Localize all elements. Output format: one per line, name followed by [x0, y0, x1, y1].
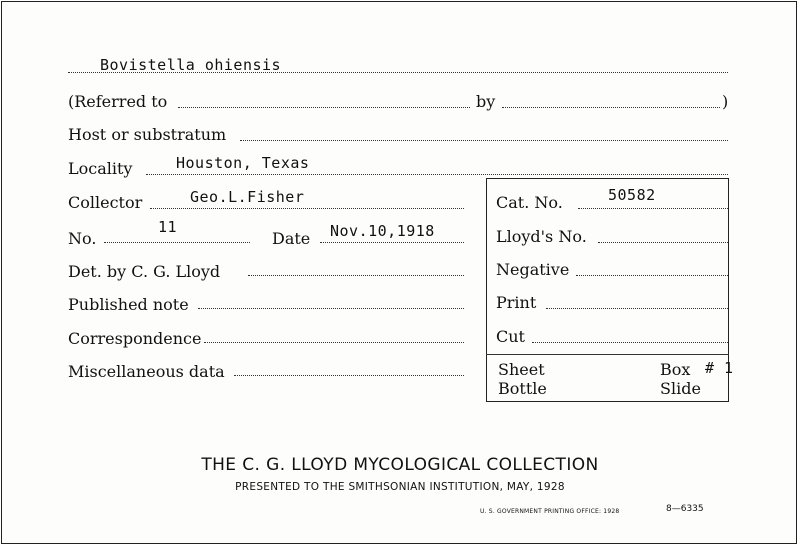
collection-subtitle: PRESENTED TO THE SMITHSONIAN INSTITUTION, MAY, 1928 [235, 481, 565, 493]
negative-label: Negative [496, 260, 570, 279]
cat-no-line [578, 208, 728, 209]
close-paren: ) [722, 92, 729, 111]
by-label: by [476, 92, 496, 111]
bottle-label: Bottle [498, 379, 547, 398]
referred-to-label: (Referred to [68, 92, 168, 111]
locality-value: Houston, Texas [176, 154, 310, 172]
box-value: # 1 [705, 359, 734, 377]
print-label: Print [496, 293, 537, 312]
collector-value: Geo.L.Fisher [190, 188, 305, 206]
det-line [248, 275, 464, 276]
lloyds-no-label: Lloyd's No. [496, 227, 587, 246]
collector-label: Collector [68, 193, 143, 212]
cat-no-value: 50582 [608, 186, 656, 204]
misc-label: Miscellaneous data [68, 362, 225, 381]
box-label: Box [660, 360, 691, 379]
negative-line [576, 275, 728, 276]
referred-to-line [178, 107, 470, 108]
cut-label: Cut [496, 327, 525, 346]
collection-title: THE C. G. LLOYD MYCOLOGICAL COLLECTION [201, 455, 599, 475]
collector-line [150, 208, 464, 209]
species-line [68, 72, 728, 73]
date-line [320, 242, 464, 243]
locality-line [146, 174, 728, 175]
cat-no-label: Cat. No. [496, 193, 563, 212]
lloyds-no-line [598, 242, 728, 243]
printer-imprint: U. S. GOVERNMENT PRINTING OFFICE: 1928 [480, 508, 620, 515]
catalog-divider [486, 354, 729, 355]
by-line [502, 107, 720, 108]
sheet-label: Sheet [498, 360, 545, 379]
no-line [104, 242, 250, 243]
det-label: Det. by C. G. Lloyd [68, 262, 221, 281]
published-line [198, 308, 464, 309]
correspondence-label: Correspondence [68, 329, 202, 348]
print-line [546, 308, 728, 309]
no-label: No. [68, 229, 97, 248]
slide-label: Slide [660, 379, 701, 398]
date-value: Nov.10,1918 [330, 222, 435, 240]
specimen-card [1, 1, 797, 544]
species-name: Bovistella ohiensis [100, 56, 282, 74]
cut-line [532, 342, 728, 343]
misc-line [234, 375, 464, 376]
date-label: Date [272, 229, 311, 248]
published-label: Published note [68, 295, 189, 314]
form-number: 8—6335 [666, 504, 704, 514]
correspondence-line [204, 342, 464, 343]
locality-label: Locality [68, 159, 133, 178]
host-line [240, 140, 728, 141]
host-label: Host or substratum [68, 125, 227, 144]
no-value: 11 [158, 218, 178, 236]
